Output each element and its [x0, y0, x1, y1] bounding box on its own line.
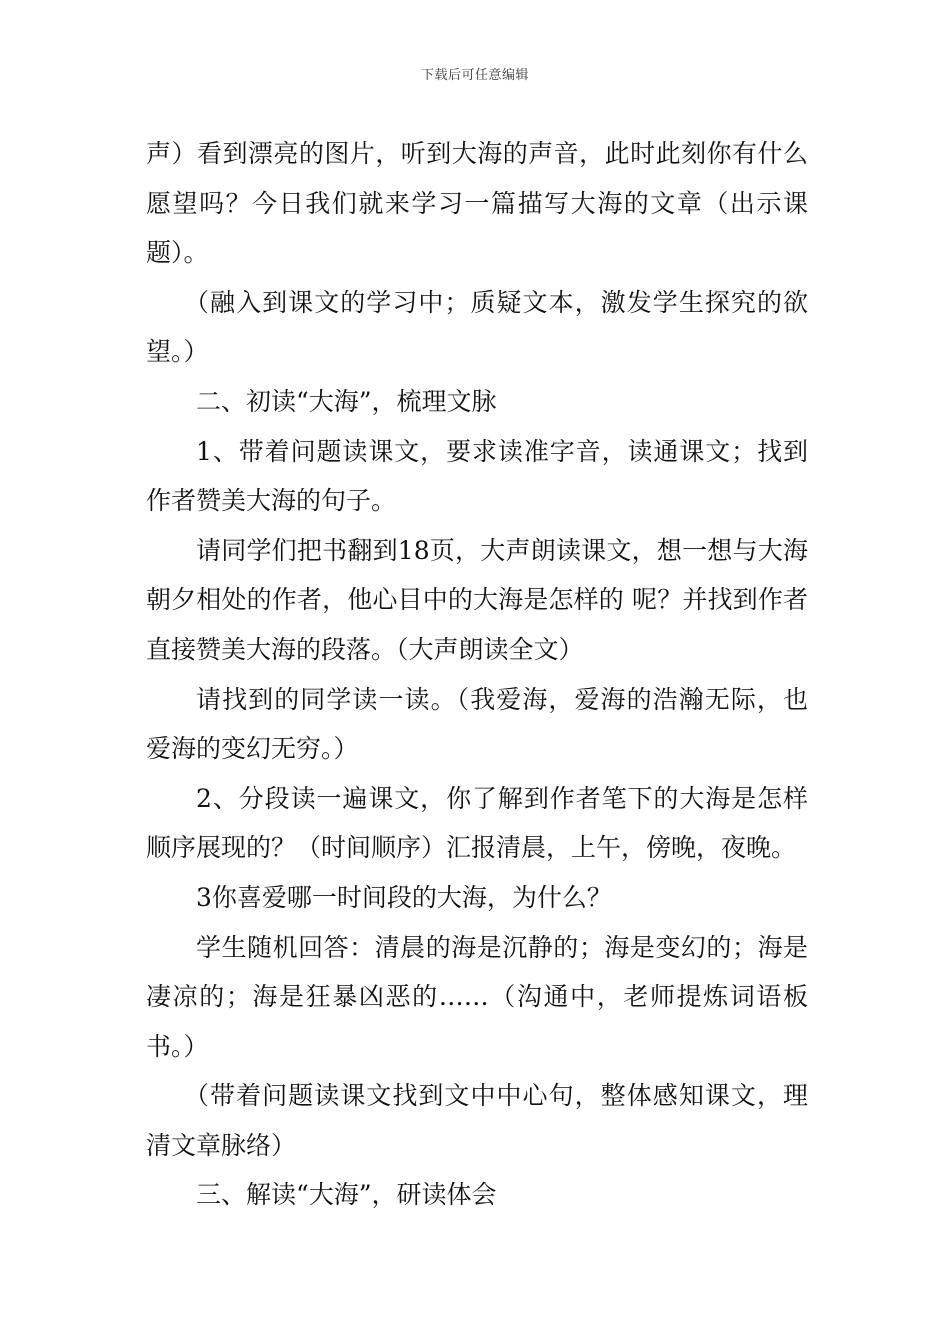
document-body	[146, 129, 808, 1220]
section-heading-3: 三、解读“大海”，研读体会	[196, 1180, 497, 1210]
paragraph-8: 3你喜爱哪一时间段的大海，为什么？	[196, 882, 612, 912]
page-header: 下载后可任意编辑	[420, 68, 529, 83]
paragraph-5: 请同学们把书翻到18页，大声朗读课文，想一想与大海朝夕相处的作者，他心目中的大海是怎样的 呢？并找到作者直接赞美大海的段落。（大声朗读全文）	[146, 535, 808, 664]
paragraph-2: （融入到课文的学习中；质疑文本，激发学生探究的欲望。）	[146, 287, 808, 367]
paragraph-4: 1、带着问题读课文，要求读准字音，读通课文；找到作者赞美大海的句子。	[146, 436, 808, 516]
paragraph-9: 学生随机回答：清晨的海是沉静的；海是变幻的；海是凄凉的；海是狂暴凶恶的……（沟通中，老师提炼词语板书。）	[146, 932, 808, 1061]
paragraph-10: （带着问题读课文找到文中中心句，整体感知课文，理清文章脉络）	[146, 1081, 808, 1160]
section-heading-2: 二、初读“大海”，梳理文脉	[196, 386, 497, 416]
paragraph-1: 声）看到漂亮的图片，听到大海的声音，此时此刻你有什么愿望吗？今日我们就来学习一篇描写大海的文章（出示课题）。	[146, 139, 808, 268]
paragraph-6: 请找到的同学读一读。（我爱海，爱海的浩瀚无际，也爱海的变幻无穷。）	[146, 684, 808, 764]
paragraph-7: 2、分段读一遍课文，你了解到作者笔下的大海是怎样顺序展现的？（时间顺序）汇报清晨，上午，傍晚，夜晚。	[146, 783, 808, 863]
